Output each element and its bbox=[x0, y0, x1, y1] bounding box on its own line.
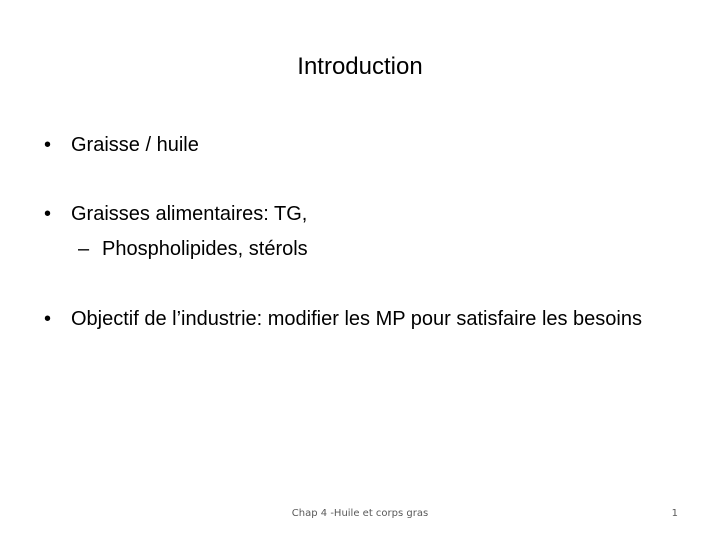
footer-chapter-label: Chap 4 -Huile et corps gras bbox=[291, 508, 429, 519]
bullet-item bbox=[44, 307, 684, 332]
bullet-dot: • bbox=[44, 203, 52, 225]
bullet-text: Graisse / huile bbox=[71, 134, 199, 156]
bullet-dot: • bbox=[44, 134, 52, 156]
sub-bullet-item bbox=[78, 237, 678, 262]
bullet-item bbox=[44, 202, 684, 227]
bullet-dot: • bbox=[44, 308, 52, 330]
bullet-text: Objectif de l’industrie: modifier les MP pour satisfaire les besoins bbox=[71, 308, 642, 330]
slide-title: Introduction bbox=[297, 53, 423, 80]
sub-bullet-text: Phospholipides, stérols bbox=[102, 238, 308, 260]
sub-bullet-dash: – bbox=[78, 238, 90, 260]
bullet-item bbox=[44, 133, 684, 158]
bullet-text: Graisses alimentaires: TG, bbox=[71, 203, 308, 225]
footer-page-number: 1 bbox=[671, 508, 678, 519]
